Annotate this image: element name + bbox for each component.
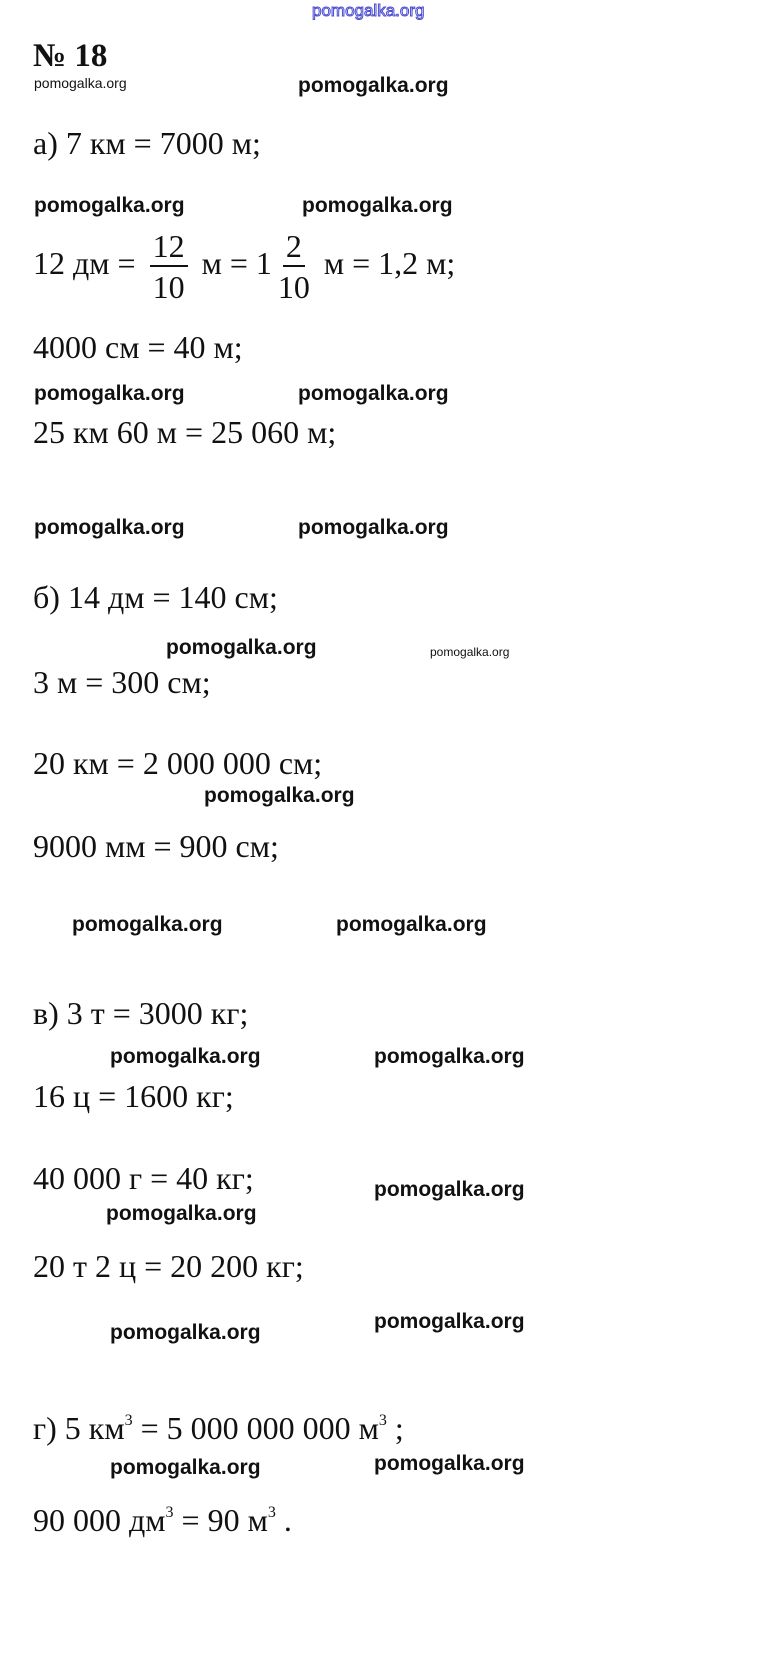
line-a2 xyxy=(33,230,455,303)
fraction-12-10 xyxy=(150,230,188,303)
watermark: pomogalka.org xyxy=(34,516,185,539)
watermark: pomogalka.org xyxy=(374,1045,525,1068)
line-b3: 20 км = 2 000 000 см; xyxy=(33,745,323,781)
line-b1: б) 14 дм = 140 см; xyxy=(33,579,278,615)
denominator: 10 xyxy=(152,269,185,305)
watermark: pomogalka.org xyxy=(430,645,510,659)
line-b4: 9000 мм = 900 см; xyxy=(33,828,279,864)
watermark: pomogalka.org xyxy=(72,913,223,936)
watermark: pomogalka.org xyxy=(34,75,127,91)
line-a4: 25 км 60 м = 25 060 м; xyxy=(33,414,337,450)
watermark: pomogalka.org xyxy=(34,194,185,217)
g2-part: 90 000 дм xyxy=(33,1502,166,1538)
g2-part: = 90 м xyxy=(173,1502,268,1538)
watermark: pomogalka.org xyxy=(336,913,487,936)
denominator: 10 xyxy=(277,269,310,305)
line-g1 xyxy=(33,1412,404,1444)
top-watermark: pomogalka.org xyxy=(312,1,425,20)
fraction-2-10 xyxy=(278,230,310,303)
a2-post: м = 1,2 м; xyxy=(315,244,456,281)
watermark: pomogalka.org xyxy=(374,1310,525,1333)
watermark: pomogalka.org xyxy=(106,1202,257,1225)
watermark: pomogalka.org xyxy=(110,1045,261,1068)
exponent: 3 xyxy=(378,1412,387,1429)
watermark: pomogalka.org xyxy=(110,1456,261,1479)
a2-pre: 12 дм = xyxy=(33,244,144,281)
g1-part: ; xyxy=(386,1410,404,1446)
line-a1: а) 7 км = 7000 м; xyxy=(33,125,261,161)
line-g2 xyxy=(33,1504,292,1536)
numerator: 2 xyxy=(283,230,305,267)
exponent: 3 xyxy=(165,1504,174,1521)
watermark: pomogalka.org xyxy=(204,784,355,807)
watermark: pomogalka.org xyxy=(298,382,449,405)
a2-mid: м = 1 xyxy=(193,244,272,281)
watermark: pomogalka.org xyxy=(298,516,449,539)
line-b2: 3 м = 300 см; xyxy=(33,664,211,700)
line-v1: в) 3 т = 3000 кг; xyxy=(33,995,249,1031)
line-a3: 4000 см = 40 м; xyxy=(33,329,243,365)
exponent: 3 xyxy=(124,1412,133,1429)
line-v3: 40 000 г = 40 кг; xyxy=(33,1160,254,1196)
watermark: pomogalka.org xyxy=(34,382,185,405)
line-v4: 20 т 2 ц = 20 200 кг; xyxy=(33,1248,304,1284)
exponent: 3 xyxy=(267,1504,276,1521)
problem-title: № 18 xyxy=(33,38,108,74)
watermark: pomogalka.org xyxy=(110,1321,261,1344)
numerator: 12 xyxy=(150,230,188,267)
watermark: pomogalka.org xyxy=(298,74,449,97)
line-v2: 16 ц = 1600 кг; xyxy=(33,1078,234,1114)
watermark: pomogalka.org xyxy=(374,1178,525,1201)
g2-part: . xyxy=(275,1502,292,1538)
g1-part: г) 5 км xyxy=(33,1410,125,1446)
watermark: pomogalka.org xyxy=(374,1452,525,1475)
watermark: pomogalka.org xyxy=(166,636,317,659)
g1-part: = 5 000 000 000 м xyxy=(132,1410,379,1446)
watermark: pomogalka.org xyxy=(302,194,453,217)
